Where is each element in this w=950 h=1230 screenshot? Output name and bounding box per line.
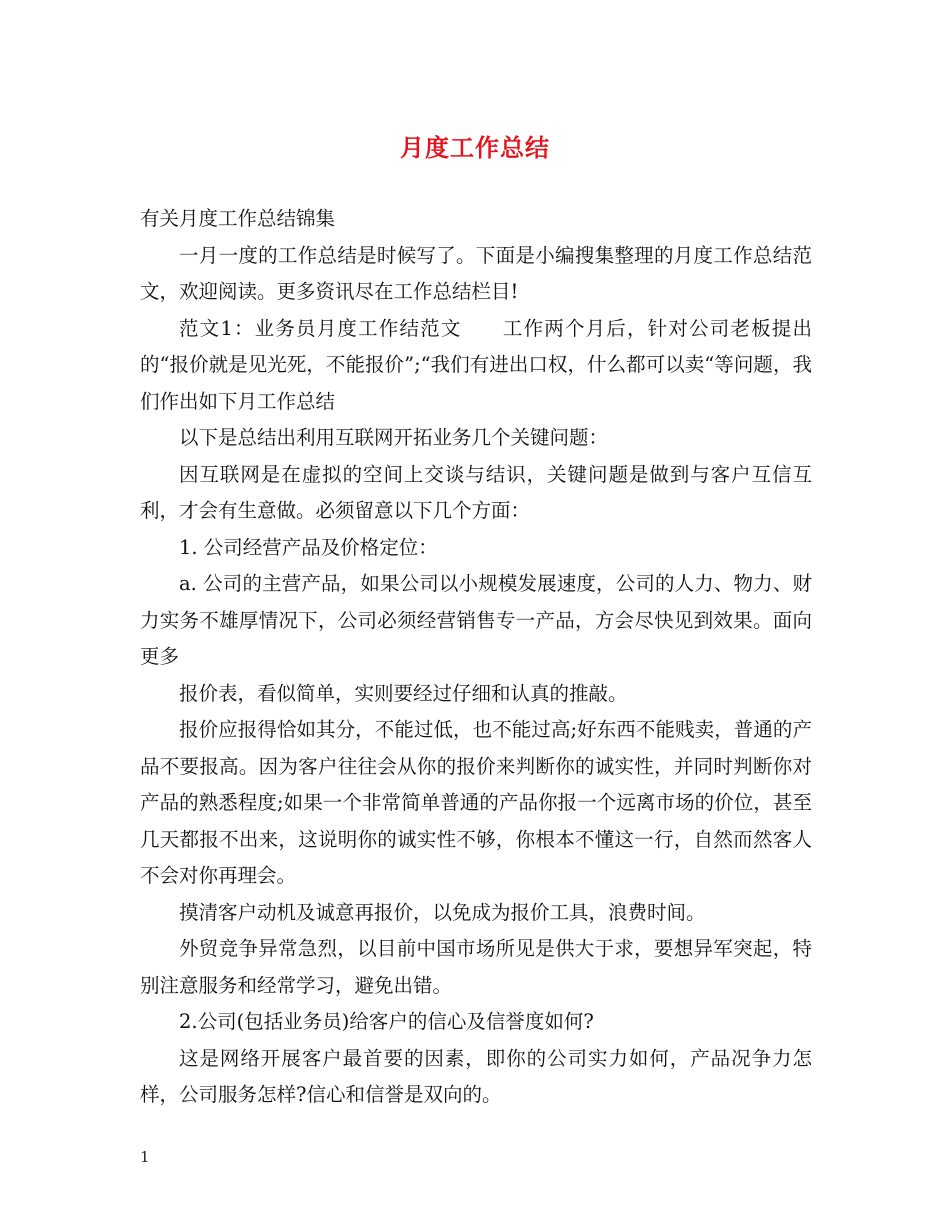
document-title: 月度工作总结 [400, 133, 550, 162]
paragraph-price-list: 报价表，看似简单，实则要经过仔细和认真的推敲。 [179, 681, 628, 705]
document-body [140, 201, 812, 1114]
paragraph-intro: 一月一度的工作总结是时候写了。下面是小编搜集整理的月度工作总结范文，欢迎阅读。更多资讯尽在工作总结栏目! [140, 243, 812, 303]
paragraph-trust: 因互联网是在虚拟的空间上交谈与结识，关键问题是做到与客户互信互利，才会有生意做。必须留意以下几个方面： [140, 462, 812, 522]
paragraph-section-1: 1. 公司经营产品及价格定位： [179, 535, 438, 559]
paragraph-pricing: 报价应报得恰如其分，不能过低，也不能过高;好东西不能贱卖，普通的产品不要报高。因为客户往往会从你的报价来判断你的诚实性，并同时判断你对产品的熟悉程度;如果一个非常简单普通的产品你报一个远离市场的价位，甚至几天都报不出来，这说明你的诚实性不够，你根本不懂这一行，自然而然客人不会对你再理会。 [140, 718, 812, 887]
page-number: 1 [140, 1148, 150, 1166]
paragraph-main-product: a. 公司的主营产品，如果公司以小规模发展速度，公司的人力、物力、财力实务不雄厚情况下，公司必须经营销售专一产品，方会尽快见到效果。面向更多 [140, 572, 812, 668]
paragraph-competition: 外贸竞争异常急烈，以目前中国市场所见是供大于求，要想异军突起，特别注意服务和经常学习，避免出错。 [140, 937, 812, 997]
paragraph-section-2: 2.公司(包括业务员)给客户的信心及信誉度如何? [179, 1010, 594, 1033]
document-subtitle: 有关月度工作总结锦集 [140, 207, 336, 230]
paragraph-credibility: 这是网络开展客户最首要的因素，即你的公司实力如何，产品况争力怎样，公司服务怎样?信心和信誉是双向的。 [140, 1046, 812, 1106]
paragraph-client-motive: 摸清客户动机及诚意再报价，以免成为报价工具，浪费时间。 [179, 900, 706, 924]
paragraph-example-1: 范文1：业务员月度工作结范文 工作两个月后，针对公司老板提出的“报价就是见光死，不能报价”;“我们有进出口权，什么都可以卖“等问题，我们作出如下月工作总结 [140, 316, 812, 413]
paragraph-key-issues: 以下是总结出利用互联网开拓业务几个关键问题： [179, 426, 609, 449]
